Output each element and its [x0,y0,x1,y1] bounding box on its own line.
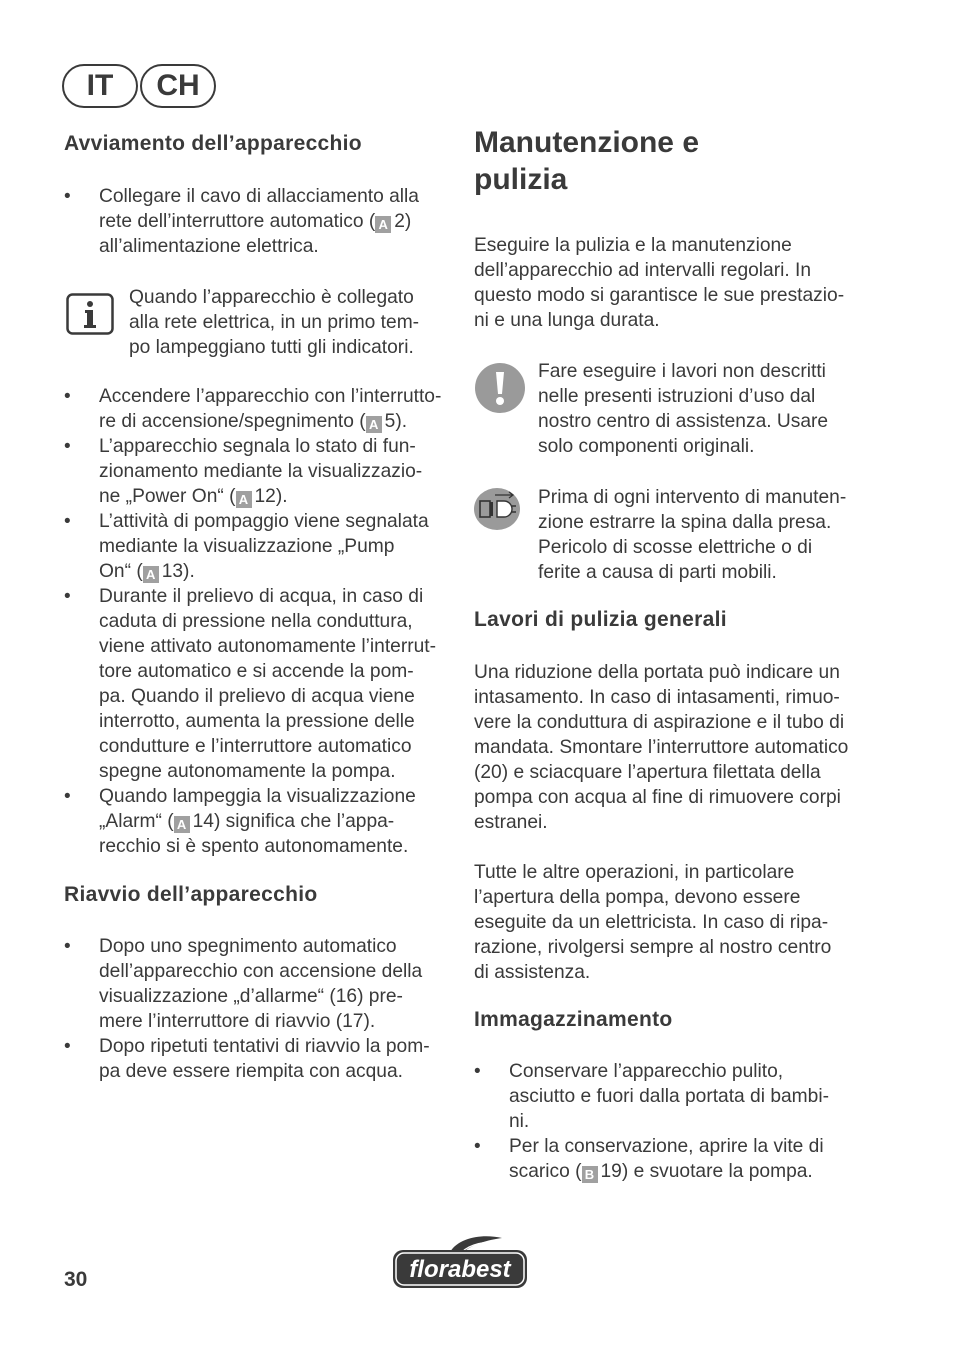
ref-badge-a: A [375,216,391,233]
heading-restart: Riavvio dell’apparecchio [64,883,318,906]
bullet-dot: • [474,1061,481,1082]
bullet-dot: • [64,386,71,407]
lang-tab-ch: CH [140,64,216,108]
heading-storage: Immagazzinamento [474,1008,673,1031]
intro-text: Eseguire la pulizia e la manutenzione dell’apparecchio ad intervalli regolari. In questo modo si garantisce le sue prestazio- ni e una lunga durata. [474,235,845,331]
ref-badge-a: A [366,416,382,433]
info-icon [66,293,114,335]
lang-tab-it: IT [62,64,138,108]
bullet-dot: • [64,186,71,207]
bullet-dot: • [64,786,71,807]
logo-text: florabest [409,1256,511,1283]
bullet-dot: • [64,436,71,457]
bullet-dot: • [64,586,71,607]
florabest-logo [390,1232,530,1292]
cleaning-paragraph-2: Tutte le altre operazioni, in particolare l’apertura della pompa, devono essere eseguite da un elettricista. In caso di ripa- razione, rivolgersi sempre al nostro centro di assistenza. [474,862,832,983]
heading-cleaning: Lavori di pulizia generali [474,608,727,631]
unplug-icon [473,487,521,531]
info-note-text: Quando l’apparecchio è collegato alla rete elettrica, in un primo tem- po lampeggiano tutti gli indicatori. [129,287,420,358]
cleaning-paragraph-1: Una riduzione della portata può indicare un intasamento. In caso di intasamenti, rimuo- vere la conduttura di aspirazione e il tubo di mandata. Smontare l’interruttore automatico (20) e sciacquare l’apertura filettata della pompa con acqua al fine di rimuovere corpi estranei. [474,662,849,833]
page-number: 30 [64,1268,88,1291]
warning-text: Fare eseguire i lavori non descritti nelle presenti istruzioni d’uso dal nostro centro di assistenza. Usare solo componenti originali. [538,361,829,457]
heading-startup: Avviamento dell’apparecchio [64,132,362,155]
page-title: Manutenzione e pulizia [474,126,700,196]
exclamation-icon [475,363,525,413]
plug-note-text: Prima di ogni intervento di manuten- zione estrarre la spina dalla presa. Pericolo di scosse elettriche o di ferite a causa di parti mobili. [538,487,847,583]
ref-badge-a: A [174,816,190,833]
bullet-dot: • [64,936,71,957]
bullet-dot: • [64,511,71,532]
bullet-dot: • [64,1036,71,1057]
ref-badge-a: A [143,566,159,583]
ref-badge-a: A [236,491,252,508]
ref-badge-b: B [582,1166,598,1183]
bullet-dot: • [474,1136,481,1157]
